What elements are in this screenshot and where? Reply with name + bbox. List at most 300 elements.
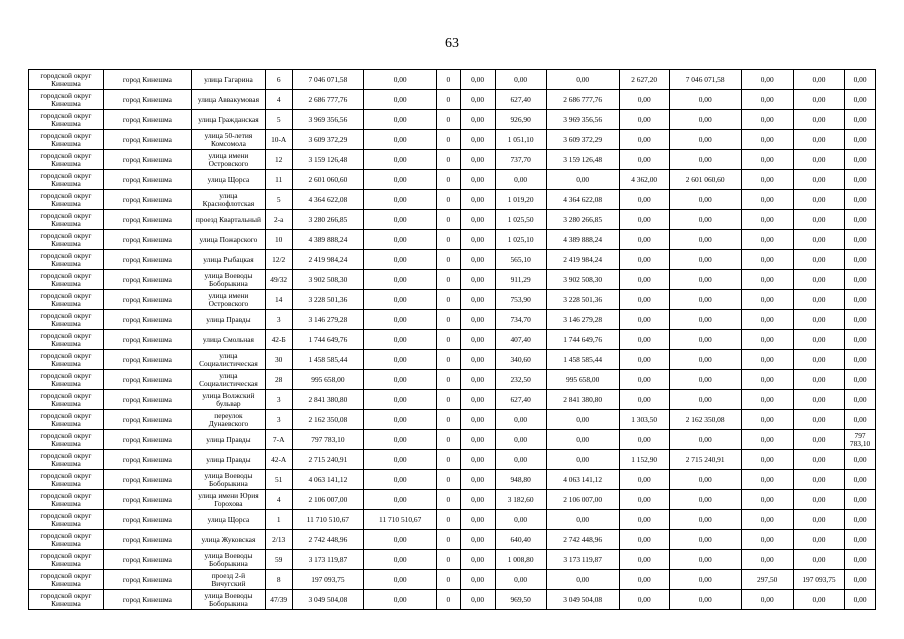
cell-cost-col-14: 0,00 [793, 590, 844, 610]
cell-municipality: городской округ Кинешма [29, 230, 104, 250]
cell-cost-col-6: 0,00 [364, 490, 437, 510]
cell-cost-col-10: 0,00 [546, 570, 619, 590]
cell-cost-col-12: 0,00 [669, 110, 741, 130]
cell-cost-col-15: 797 783,10 [845, 430, 876, 450]
table-row [29, 190, 876, 210]
cell-area-col-9: 1 019,20 [495, 190, 546, 210]
cell-count-col-7: 0 [437, 490, 461, 510]
cell-cost-col-15: 0,00 [845, 450, 876, 470]
cell-cost-col-6: 0,00 [364, 150, 437, 170]
cell-area-col-9: 407,40 [495, 330, 546, 350]
cell-house: 42-А [265, 450, 292, 470]
cell-house: 28 [265, 370, 292, 390]
cell-cost-col-6: 0,00 [364, 270, 437, 290]
cell-cost-col-12: 7 046 071,58 [669, 70, 741, 90]
cell-cost-col-14: 0,00 [793, 190, 844, 210]
cell-cost-col-10: 0,00 [546, 430, 619, 450]
cell-cost-col-15: 0,00 [845, 230, 876, 250]
cell-cost-col-15: 0,00 [845, 270, 876, 290]
cell-cost-col-12: 0,00 [669, 90, 741, 110]
cell-cost-col-14: 0,00 [793, 490, 844, 510]
cell-cost-col-6: 0,00 [364, 230, 437, 250]
table-row [29, 350, 876, 370]
cell-cost-col-10: 2 106 007,00 [546, 490, 619, 510]
cell-area-col-13: 0,00 [741, 330, 793, 350]
cell-area-col-9: 1 025,50 [495, 210, 546, 230]
cell-house: 10 [265, 230, 292, 250]
cell-cost-col-15: 0,00 [845, 70, 876, 90]
cell-area-col-11: 0,00 [619, 390, 669, 410]
cell-cost-col-15: 0,00 [845, 470, 876, 490]
cell-settlement: город Кинешма [103, 490, 191, 510]
cell-cost-col-12: 0,00 [669, 570, 741, 590]
cell-cost-col-10: 2 742 448,96 [546, 530, 619, 550]
cell-total-cost: 4 389 888,24 [292, 230, 364, 250]
table-row [29, 470, 876, 490]
cell-area-col-9: 948,80 [495, 470, 546, 490]
table-row [29, 450, 876, 470]
table-row [29, 110, 876, 130]
cell-area-col-11: 0,00 [619, 210, 669, 230]
cell-house: 4 [265, 490, 292, 510]
table-row [29, 310, 876, 330]
cell-cost-col-15: 0,00 [845, 350, 876, 370]
cell-cost-col-15: 0,00 [845, 410, 876, 430]
cell-street: улица имени Островского [192, 150, 266, 170]
cell-area-col-9: 753,90 [495, 290, 546, 310]
cell-cost-col-8: 0,00 [460, 470, 495, 490]
cell-cost-col-6: 0,00 [364, 370, 437, 390]
cell-count-col-7: 0 [437, 290, 461, 310]
cell-cost-col-8: 0,00 [460, 410, 495, 430]
cell-total-cost: 3 049 504,08 [292, 590, 364, 610]
cell-total-cost: 1 458 585,44 [292, 350, 364, 370]
cell-street: улица Воеводы Боборыкина [192, 270, 266, 290]
cell-area-col-11: 0,00 [619, 310, 669, 330]
cell-street: улица Краснофлотская [192, 190, 266, 210]
cell-cost-col-12: 0,00 [669, 490, 741, 510]
cell-house: 10-А [265, 130, 292, 150]
cell-area-col-11: 0,00 [619, 270, 669, 290]
cell-municipality: городской округ Кинешма [29, 330, 104, 350]
cell-settlement: город Кинешма [103, 390, 191, 410]
cell-street: улица имени Юрия Горохова [192, 490, 266, 510]
cell-total-cost: 197 093,75 [292, 570, 364, 590]
table-row [29, 570, 876, 590]
cell-cost-col-15: 0,00 [845, 490, 876, 510]
cell-area-col-13: 0,00 [741, 290, 793, 310]
cell-area-col-11: 0,00 [619, 470, 669, 490]
cell-count-col-7: 0 [437, 370, 461, 390]
cell-street: проезд 2-й Вичугский [192, 570, 266, 590]
table-row [29, 170, 876, 190]
cell-cost-col-15: 0,00 [845, 390, 876, 410]
cell-cost-col-12: 0,00 [669, 550, 741, 570]
cell-area-col-9: 1 051,10 [495, 130, 546, 150]
cell-total-cost: 3 609 372,29 [292, 130, 364, 150]
cell-cost-col-6: 0,00 [364, 210, 437, 230]
table-row [29, 370, 876, 390]
table-row [29, 90, 876, 110]
cell-area-col-13: 0,00 [741, 590, 793, 610]
cell-cost-col-10: 4 063 141,12 [546, 470, 619, 490]
cell-cost-col-10: 0,00 [546, 170, 619, 190]
cell-total-cost: 3 280 266,85 [292, 210, 364, 230]
cell-municipality: городской округ Кинешма [29, 570, 104, 590]
cell-cost-col-10: 0,00 [546, 510, 619, 530]
cell-cost-col-6: 0,00 [364, 450, 437, 470]
cell-cost-col-14: 0,00 [793, 430, 844, 450]
cell-cost-col-14: 0,00 [793, 550, 844, 570]
cell-area-col-9: 911,29 [495, 270, 546, 290]
cell-cost-col-15: 0,00 [845, 250, 876, 270]
cell-street: улица Пожарского [192, 230, 266, 250]
cell-cost-col-6: 0,00 [364, 190, 437, 210]
cell-cost-col-15: 0,00 [845, 170, 876, 190]
cell-total-cost: 2 601 060,60 [292, 170, 364, 190]
cell-count-col-7: 0 [437, 590, 461, 610]
table-row [29, 250, 876, 270]
cell-area-col-11: 0,00 [619, 290, 669, 310]
cell-area-col-13: 0,00 [741, 90, 793, 110]
cell-settlement: город Кинешма [103, 330, 191, 350]
cell-area-col-9: 0,00 [495, 70, 546, 90]
cell-cost-col-15: 0,00 [845, 130, 876, 150]
cell-house: 51 [265, 470, 292, 490]
cell-cost-col-14: 0,00 [793, 390, 844, 410]
cell-cost-col-14: 0,00 [793, 410, 844, 430]
cell-cost-col-14: 0,00 [793, 350, 844, 370]
cell-settlement: город Кинешма [103, 570, 191, 590]
cell-municipality: городской округ Кинешма [29, 110, 104, 130]
cell-count-col-7: 0 [437, 130, 461, 150]
cell-cost-col-14: 197 093,75 [793, 570, 844, 590]
cell-cost-col-15: 0,00 [845, 310, 876, 330]
cell-cost-col-6: 0,00 [364, 110, 437, 130]
cell-settlement: город Кинешма [103, 590, 191, 610]
cell-cost-col-8: 0,00 [460, 70, 495, 90]
cell-area-col-11: 0,00 [619, 490, 669, 510]
cell-cost-col-14: 0,00 [793, 210, 844, 230]
table-row [29, 410, 876, 430]
cell-settlement: город Кинешма [103, 430, 191, 450]
cell-area-col-13: 0,00 [741, 350, 793, 370]
cell-count-col-7: 0 [437, 470, 461, 490]
cell-street: улица Социалистическая [192, 370, 266, 390]
cell-cost-col-10: 3 173 119,87 [546, 550, 619, 570]
cell-cost-col-10: 0,00 [546, 70, 619, 90]
cell-settlement: город Кинешма [103, 210, 191, 230]
cell-total-cost: 2 841 380,80 [292, 390, 364, 410]
cell-settlement: город Кинешма [103, 350, 191, 370]
cell-cost-col-8: 0,00 [460, 510, 495, 530]
cell-total-cost: 3 228 501,36 [292, 290, 364, 310]
cell-street: проезд Квартальный [192, 210, 266, 230]
cell-municipality: городской округ Кинешма [29, 70, 104, 90]
cell-total-cost: 4 364 622,08 [292, 190, 364, 210]
cell-area-col-13: 0,00 [741, 210, 793, 230]
cell-house: 3 [265, 410, 292, 430]
cell-area-col-9: 640,40 [495, 530, 546, 550]
cell-cost-col-15: 0,00 [845, 290, 876, 310]
cell-cost-col-10: 0,00 [546, 450, 619, 470]
cell-count-col-7: 0 [437, 110, 461, 130]
cell-cost-col-6: 0,00 [364, 570, 437, 590]
cell-cost-col-6: 0,00 [364, 550, 437, 570]
cell-cost-col-12: 0,00 [669, 370, 741, 390]
cell-area-col-9: 0,00 [495, 170, 546, 190]
cell-house: 3 [265, 390, 292, 410]
cell-count-col-7: 0 [437, 550, 461, 570]
cell-cost-col-10: 3 049 504,08 [546, 590, 619, 610]
cell-cost-col-6: 0,00 [364, 590, 437, 610]
cell-cost-col-10: 1 744 649,76 [546, 330, 619, 350]
cell-municipality: городской округ Кинешма [29, 270, 104, 290]
cell-total-cost: 2 686 777,76 [292, 90, 364, 110]
cell-house: 12/2 [265, 250, 292, 270]
cell-municipality: городской округ Кинешма [29, 250, 104, 270]
cell-cost-col-14: 0,00 [793, 170, 844, 190]
cell-cost-col-10: 1 458 585,44 [546, 350, 619, 370]
cell-cost-col-10: 3 609 372,29 [546, 130, 619, 150]
cell-house: 2/13 [265, 530, 292, 550]
cell-area-col-11: 0,00 [619, 530, 669, 550]
cell-street: улица Гагарина [192, 70, 266, 90]
cell-cost-col-12: 0,00 [669, 530, 741, 550]
cell-cost-col-8: 0,00 [460, 310, 495, 330]
cell-area-col-13: 0,00 [741, 270, 793, 290]
cell-settlement: город Кинешма [103, 550, 191, 570]
cell-cost-col-8: 0,00 [460, 450, 495, 470]
cell-area-col-13: 0,00 [741, 230, 793, 250]
cell-municipality: городской округ Кинешма [29, 490, 104, 510]
cell-cost-col-14: 0,00 [793, 130, 844, 150]
cell-area-col-13: 0,00 [741, 410, 793, 430]
cell-cost-col-12: 2 162 350,08 [669, 410, 741, 430]
cell-cost-col-8: 0,00 [460, 210, 495, 230]
cell-cost-col-14: 0,00 [793, 330, 844, 350]
cell-settlement: город Кинешма [103, 250, 191, 270]
cell-total-cost: 7 046 071,58 [292, 70, 364, 90]
cell-municipality: городской округ Кинешма [29, 530, 104, 550]
cell-total-cost: 4 063 141,12 [292, 470, 364, 490]
cell-cost-col-15: 0,00 [845, 150, 876, 170]
cell-total-cost: 2 419 984,24 [292, 250, 364, 270]
cell-street: улица 50-летия Комсомола [192, 130, 266, 150]
cell-cost-col-14: 0,00 [793, 250, 844, 270]
cell-total-cost: 3 902 508,30 [292, 270, 364, 290]
cell-municipality: городской округ Кинешма [29, 370, 104, 390]
cell-settlement: город Кинешма [103, 90, 191, 110]
cell-cost-col-15: 0,00 [845, 330, 876, 350]
cell-cost-col-10: 3 159 126,48 [546, 150, 619, 170]
cell-area-col-9: 232,50 [495, 370, 546, 390]
cell-settlement: город Кинешма [103, 530, 191, 550]
cell-area-col-9: 926,90 [495, 110, 546, 130]
cell-area-col-13: 0,00 [741, 450, 793, 470]
cell-house: 42-Б [265, 330, 292, 350]
cell-count-col-7: 0 [437, 450, 461, 470]
cell-count-col-7: 0 [437, 570, 461, 590]
cell-cost-col-12: 0,00 [669, 150, 741, 170]
cell-count-col-7: 0 [437, 210, 461, 230]
cell-area-col-13: 0,00 [741, 390, 793, 410]
cell-cost-col-14: 0,00 [793, 230, 844, 250]
cell-municipality: городской округ Кинешма [29, 470, 104, 490]
cell-settlement: город Кинешма [103, 170, 191, 190]
cell-settlement: город Кинешма [103, 310, 191, 330]
cell-cost-col-15: 0,00 [845, 210, 876, 230]
cell-cost-col-12: 2 601 060,60 [669, 170, 741, 190]
cell-area-col-11: 0,00 [619, 430, 669, 450]
cell-cost-col-14: 0,00 [793, 470, 844, 490]
cell-area-col-9: 627,40 [495, 90, 546, 110]
cell-cost-col-10: 3 228 501,36 [546, 290, 619, 310]
cell-street: улица Правды [192, 430, 266, 450]
cell-total-cost: 2 106 007,00 [292, 490, 364, 510]
cell-municipality: городской округ Кинешма [29, 210, 104, 230]
cell-street: улица Воеводы Боборыкина [192, 590, 266, 610]
cell-area-col-13: 0,00 [741, 130, 793, 150]
cell-house: 11 [265, 170, 292, 190]
cell-cost-col-12: 2 715 240,91 [669, 450, 741, 470]
cell-total-cost: 797 783,10 [292, 430, 364, 450]
cell-house: 4 [265, 90, 292, 110]
cell-settlement: город Кинешма [103, 150, 191, 170]
cell-cost-col-8: 0,00 [460, 170, 495, 190]
cell-area-col-9: 0,00 [495, 510, 546, 530]
cell-cost-col-12: 0,00 [669, 590, 741, 610]
cell-street: улица Волжский бульвар [192, 390, 266, 410]
cell-cost-col-10: 4 389 888,24 [546, 230, 619, 250]
cell-cost-col-14: 0,00 [793, 270, 844, 290]
cell-total-cost: 1 744 649,76 [292, 330, 364, 350]
cell-municipality: городской округ Кинешма [29, 150, 104, 170]
cell-count-col-7: 0 [437, 70, 461, 90]
cell-area-col-9: 0,00 [495, 570, 546, 590]
cell-cost-col-10: 0,00 [546, 410, 619, 430]
cell-area-col-11: 0,00 [619, 370, 669, 390]
cell-cost-col-12: 0,00 [669, 310, 741, 330]
cell-cost-col-12: 0,00 [669, 330, 741, 350]
cell-cost-col-14: 0,00 [793, 310, 844, 330]
cell-area-col-9: 340,60 [495, 350, 546, 370]
cell-area-col-13: 0,00 [741, 250, 793, 270]
cell-cost-col-8: 0,00 [460, 190, 495, 210]
cell-cost-col-6: 0,00 [364, 70, 437, 90]
cell-house: 6 [265, 70, 292, 90]
cell-street: улица имени Островского [192, 290, 266, 310]
cell-municipality: городской округ Кинешма [29, 290, 104, 310]
cell-municipality: городской округ Кинешма [29, 130, 104, 150]
cell-cost-col-10: 3 146 279,28 [546, 310, 619, 330]
cell-area-col-13: 0,00 [741, 150, 793, 170]
cell-area-col-9: 1 025,10 [495, 230, 546, 250]
cell-count-col-7: 0 [437, 430, 461, 450]
cell-count-col-7: 0 [437, 250, 461, 270]
cell-house: 1 [265, 510, 292, 530]
cell-total-cost: 2 162 350,08 [292, 410, 364, 430]
table-row [29, 430, 876, 450]
cell-municipality: городской округ Кинешма [29, 430, 104, 450]
register-table [28, 69, 876, 610]
cell-cost-col-10: 4 364 622,08 [546, 190, 619, 210]
cell-cost-col-12: 0,00 [669, 510, 741, 530]
cell-settlement: город Кинешма [103, 410, 191, 430]
table-row [29, 70, 876, 90]
cell-cost-col-15: 0,00 [845, 530, 876, 550]
table-row [29, 530, 876, 550]
table-row [29, 550, 876, 570]
cell-area-col-13: 0,00 [741, 490, 793, 510]
cell-cost-col-10: 2 686 777,76 [546, 90, 619, 110]
cell-area-col-11: 4 362,00 [619, 170, 669, 190]
cell-municipality: городской округ Кинешма [29, 450, 104, 470]
cell-cost-col-8: 0,00 [460, 590, 495, 610]
cell-area-col-9: 0,00 [495, 430, 546, 450]
cell-cost-col-15: 0,00 [845, 550, 876, 570]
cell-count-col-7: 0 [437, 310, 461, 330]
cell-area-col-11: 2 627,20 [619, 70, 669, 90]
cell-area-col-11: 0,00 [619, 570, 669, 590]
cell-settlement: город Кинешма [103, 130, 191, 150]
cell-municipality: городской округ Кинешма [29, 590, 104, 610]
cell-cost-col-6: 0,00 [364, 350, 437, 370]
cell-cost-col-14: 0,00 [793, 150, 844, 170]
cell-cost-col-6: 0,00 [364, 430, 437, 450]
cell-area-col-11: 0,00 [619, 590, 669, 610]
cell-street: улица Аввакумовая [192, 90, 266, 110]
cell-municipality: городской округ Кинешма [29, 350, 104, 370]
cell-settlement: город Кинешма [103, 370, 191, 390]
cell-cost-col-10: 3 969 356,56 [546, 110, 619, 130]
cell-cost-col-8: 0,00 [460, 370, 495, 390]
cell-area-col-13: 0,00 [741, 310, 793, 330]
cell-cost-col-15: 0,00 [845, 90, 876, 110]
cell-cost-col-8: 0,00 [460, 90, 495, 110]
cell-area-col-13: 297,50 [741, 570, 793, 590]
cell-cost-col-12: 0,00 [669, 430, 741, 450]
cell-cost-col-14: 0,00 [793, 450, 844, 470]
cell-cost-col-14: 0,00 [793, 290, 844, 310]
cell-house: 59 [265, 550, 292, 570]
cell-street: улица Рыбацкая [192, 250, 266, 270]
cell-cost-col-15: 0,00 [845, 110, 876, 130]
table-row [29, 510, 876, 530]
page-number: 63 [445, 36, 459, 51]
cell-cost-col-6: 0,00 [364, 470, 437, 490]
cell-area-col-11: 0,00 [619, 130, 669, 150]
cell-cost-col-12: 0,00 [669, 130, 741, 150]
cell-cost-col-15: 0,00 [845, 590, 876, 610]
cell-house: 47/39 [265, 590, 292, 610]
table-row [29, 210, 876, 230]
cell-settlement: город Кинешма [103, 510, 191, 530]
cell-house: 49/32 [265, 270, 292, 290]
cell-count-col-7: 0 [437, 350, 461, 370]
table-row [29, 490, 876, 510]
cell-total-cost: 3 173 119,87 [292, 550, 364, 570]
cell-cost-col-12: 0,00 [669, 210, 741, 230]
cell-cost-col-8: 0,00 [460, 530, 495, 550]
cell-cost-col-8: 0,00 [460, 230, 495, 250]
cell-area-col-13: 0,00 [741, 190, 793, 210]
cell-count-col-7: 0 [437, 390, 461, 410]
cell-total-cost: 3 159 126,48 [292, 150, 364, 170]
cell-area-col-11: 0,00 [619, 350, 669, 370]
cell-cost-col-14: 0,00 [793, 90, 844, 110]
cell-municipality: городской округ Кинешма [29, 390, 104, 410]
